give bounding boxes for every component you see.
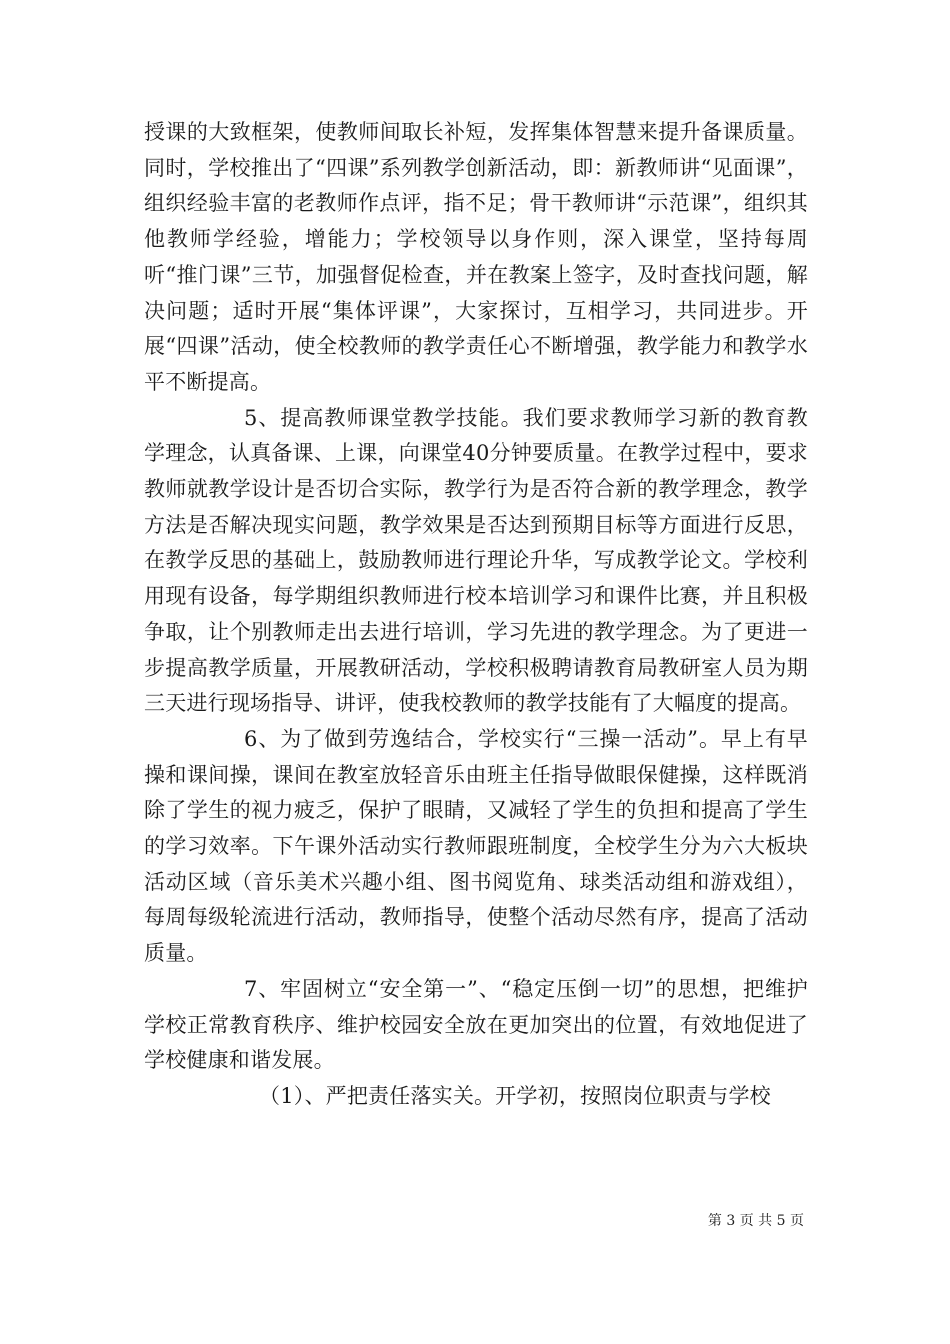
page-number-footer: 第 3 页 共 5 页 bbox=[707, 1213, 804, 1229]
paragraph-teaching-skills: 5、提高教师课堂教学技能。我们要求教师学习新的教育教学理念，认真备课、上课，向课堂40分钟要质量。在教学过程中，要求教师就教学设计是否切合实际，教学行为是否符合新的教学理念，教学方法是否解决现实问题，教学效果是否达到预期目标等方面进行反思，在教学反思的基础上，鼓励教师进行理论升华，写成教学论文。学校利用现有设备，每学期组织教师进行校本培训学习和课件比赛，并且积极争取，让个别教师走出去进行培训，学习先进的教学理念。为了更进一步提高教学质量，开展教研活动，学校积极聘请教育局教研室人员为期三天进行现场指导、讲评，使我校教师的教学技能有了大幅度的提高。 bbox=[144, 405, 808, 716]
paragraph-exercise-activity: 6、为了做到劳逸结合，学校实行“三操一活动”。早上有早操和课间操，课间在教室放轻音乐由班主任指导做眼保健操，这样既消除了学生的视力疲乏，保护了眼睛，又减轻了学生的负担和提高了学生的学习效率。下午课外活动实行教师跟班制度，全校学生分为六大板块活动区域（音乐美术兴趣小组、图书阅览角、球类活动组和游戏组），每周每级轮流进行活动，教师指导，使整个活动尽然有序，提高了活动质量。 bbox=[144, 726, 808, 966]
document-body bbox=[144, 115, 808, 1115]
paragraph-responsibility: （1）、严把责任落实关。开学初，按照岗位职责与学校 bbox=[259, 1083, 771, 1108]
paragraph-safety-first: 7、牢固树立“安全第一”、“稳定压倒一切”的思想，把维护学校正常教育秩序、维护校园安全放在更加突出的位置，有效地促进了学校健康和谐发展。 bbox=[144, 976, 808, 1073]
paragraph-lesson-prep: 授课的大致框架，使教师间取长补短，发挥集体智慧来提升备课质量。同时，学校推出了“四课”系列教学创新活动，即：新教师讲“见面课”，组织经验丰富的老教师作点评，指不足；骨干教师讲“示范课”，组织其他教师学经验，增能力；学校领导以身作则，深入课堂，坚持每周听“推门课”三节，加强督促检查，并在教案上签字，及时查找问题，解决问题；适时开展“集体评课”，大家探讨，互相学习，共同进步。开展“四课”活动，使全校教师的教学责任心不断增强，教学能力和教学水平不断提高。 bbox=[144, 120, 808, 394]
